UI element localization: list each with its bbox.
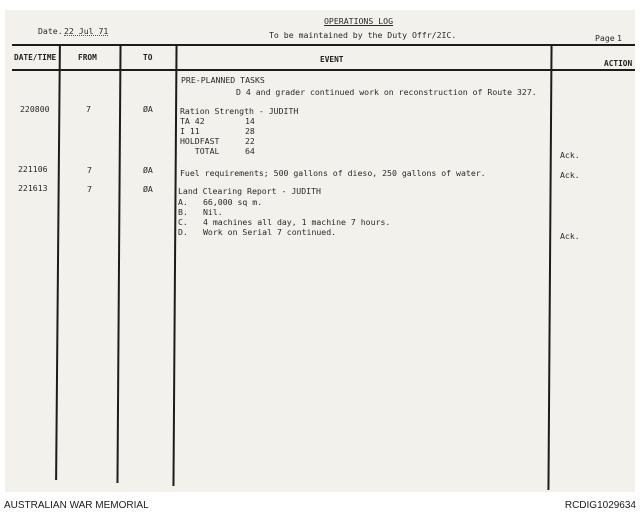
col-header-from: FROM — [78, 53, 97, 62]
col-header-event: EVENT — [320, 55, 344, 64]
ration-value: 28 — [245, 126, 255, 136]
report-item-text: 4 machines all day, 1 machine 7 hours. — [203, 217, 391, 227]
col-header-to: TO — [143, 53, 153, 62]
ration-value: 14 — [245, 116, 255, 126]
date-label: Date. — [38, 26, 63, 36]
entry-action: Ack. — [560, 231, 580, 241]
entry-event: D 4 and grader continued work on reconstruction of Route 327. — [236, 87, 537, 97]
entry-action: Ack. — [560, 170, 580, 180]
entry-from: 7 — [87, 184, 92, 194]
ration-value: 22 — [245, 136, 255, 146]
entry-event: Fuel requirements; 500 gallons of dieso, 250 gallons of water. — [180, 168, 486, 178]
log-title: OPERATIONS LOG — [324, 16, 394, 26]
footer-source: AUSTRALIAN WAR MEMORIAL — [4, 500, 149, 511]
report-item-key: A. — [178, 197, 188, 207]
col-header-datetime: DATE/TIME — [14, 53, 57, 62]
entry-title: PRE-PLANNED TASKS — [181, 75, 265, 85]
report-item-text: Work on Serial 7 continued. — [203, 227, 337, 237]
col-header-action: ACTION — [604, 59, 633, 68]
entry-datetime: 220800 — [20, 104, 50, 114]
report-item-key: B. — [178, 207, 188, 217]
page-label: Page — [595, 33, 615, 43]
header-top-rule — [12, 44, 635, 46]
ration-label: TOTAL — [180, 146, 220, 156]
ration-label: I 11 — [180, 126, 200, 136]
footer-id: RCDIG1029634 — [564, 500, 636, 511]
log-sheet — [5, 10, 635, 492]
ration-label: TA 42 — [180, 116, 205, 126]
entry-datetime: 221106 — [18, 164, 48, 174]
log-subtitle: To be maintained by the Duty Offr/2IC. — [269, 30, 457, 40]
ration-value: 64 — [245, 146, 255, 156]
report-item-key: D. — [178, 227, 188, 237]
entry-action: Ack. — [560, 150, 580, 160]
entry-from: 7 — [86, 104, 91, 114]
date-value: 22 Jul 71 — [64, 26, 109, 36]
report-item-key: C. — [178, 217, 188, 227]
header-bottom-rule — [12, 69, 635, 71]
report-item-text: Nil. — [203, 207, 223, 217]
entry-to: ØA — [143, 165, 153, 175]
entry-to: ØA — [143, 184, 153, 194]
ration-label: HOLDFAST — [180, 136, 220, 146]
entry-from: 7 — [87, 165, 92, 175]
report-item-text: 66,000 sq m. — [203, 197, 263, 207]
entry-to: ØA — [143, 104, 153, 114]
entry-title: Land Clearing Report - JUDITH — [178, 186, 321, 196]
entry-datetime: 221613 — [18, 183, 48, 193]
page-value: 1 — [617, 33, 622, 43]
entry-title: Ration Strength - JUDITH — [180, 106, 299, 116]
